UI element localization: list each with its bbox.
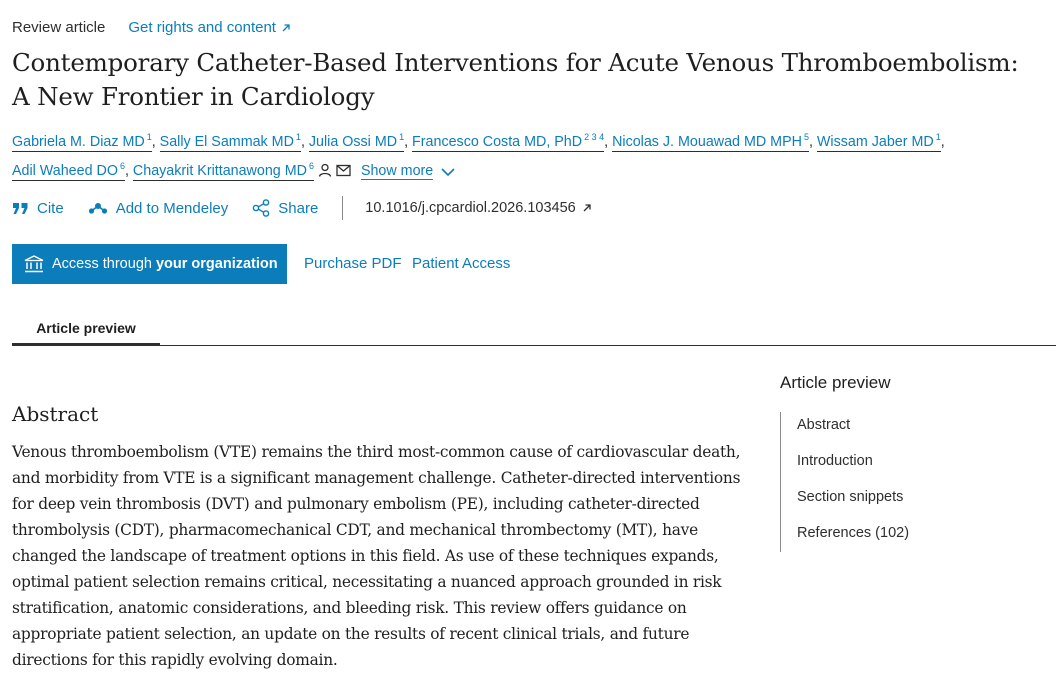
- author-link[interactable]: [612, 134, 809, 152]
- article-title: Contemporary Catheter-Based Interventions for Acute Venous Thromboembolism: A New Frontier in Cardiology: [12, 48, 1019, 111]
- get-rights-link[interactable]: [128, 19, 291, 36]
- article-actions: [12, 196, 592, 220]
- add-to-mendeley-button[interactable]: [88, 200, 229, 217]
- get-rights-label: Get rights and content: [128, 19, 276, 36]
- tab-article-preview[interactable]: Article preview: [12, 310, 160, 346]
- article-type: Review article: [12, 19, 106, 36]
- access-through-organization-button[interactable]: [12, 244, 287, 284]
- cite-label: Cite: [37, 199, 64, 217]
- author-affiliation: 6: [308, 161, 314, 171]
- author-name: Gabriela M. Diaz MD: [12, 134, 145, 150]
- mendeley-icon: [88, 201, 108, 215]
- author-name: Nicolas J. Mouawad MD MPH: [612, 134, 802, 150]
- doi-link[interactable]: [365, 200, 591, 216]
- author-affiliation: 6: [119, 161, 125, 171]
- access-label: [52, 256, 278, 272]
- author-name: Wissam Jaber MD: [816, 134, 934, 150]
- author-affiliation: 5: [803, 132, 809, 142]
- sidebar-item-introduction[interactable]: Introduction: [797, 453, 873, 469]
- author-link[interactable]: [412, 134, 604, 152]
- author-name: Sally El Sammak MD: [159, 134, 294, 150]
- author-list: Gabriela M. Diaz MD $^1$, Sally El Sammak MD $^1$, Julia Ossi MD $^1$, Francesco Costa MD, PhD $^{2 3 4}$, Nicolas J. Mouawad MD MPH $^5$, Wissam Jaber MD $^1$, Adil Waheed DO $^6$, Chayakrit Krittanawong MD $^6$ Show more: [12, 132, 945, 179]
- author-link[interactable]: [160, 134, 301, 152]
- author-affiliation: 1: [146, 132, 152, 142]
- mail-icon[interactable]: [336, 164, 351, 177]
- author-name: Adil Waheed DO: [12, 163, 118, 179]
- sidebar-nav: [780, 412, 1020, 552]
- sidebar-heading: Article preview: [780, 373, 891, 392]
- article-meta-row: [12, 19, 291, 36]
- author-link[interactable]: [817, 134, 941, 152]
- author-affiliation: 1: [295, 132, 301, 142]
- author-affiliation: 1: [399, 132, 405, 142]
- show-more-button[interactable]: [361, 163, 433, 180]
- divider: [342, 196, 343, 220]
- doi-label: 10.1016/j.cpcardiol.2026.103456: [365, 200, 576, 216]
- sidebar-item-abstract[interactable]: Abstract: [797, 417, 851, 433]
- sidebar-item-section-snippets[interactable]: Section snippets: [797, 489, 904, 505]
- author-name: Chayakrit Krittanawong MD: [132, 163, 307, 179]
- abstract-heading: Abstract: [12, 402, 99, 426]
- abstract-text: Venous thromboembolism (VTE) remains the third most-common cause of cardiovascular death, and morbidity from VTE is a significant management challenge. Catheter-directed interventions for deep vein thrombosis (DVT) and pulmonary embolism (PE), including catheter-directed thrombolysis (CDT), pharmacomechanical CDT, and mechanical thrombectomy (MT), have changed the landscape of treatment options in this field. As use of these techniques expands, optimal patient selection remains critical, necessitating a nuanced approach grounded in risk stratification, anatomic considerations, and bleeding risk. This review offers guidance on appropriate patient selection, an update on the results of recent clinical trials, and future directions for this rapidly evolving domain.: [12, 443, 741, 669]
- author-name: Julia Ossi MD: [308, 134, 398, 150]
- author-link[interactable]: [12, 134, 152, 152]
- author-link[interactable]: [309, 134, 404, 152]
- share-icon: [252, 199, 270, 217]
- author-link[interactable]: [12, 163, 125, 181]
- cite-button[interactable]: [12, 200, 64, 217]
- author-link[interactable]: [133, 163, 314, 181]
- institution-icon: [24, 255, 44, 273]
- external-link-icon: [582, 203, 592, 213]
- person-icon: [318, 163, 332, 177]
- sidebar-item-references[interactable]: References (102): [797, 525, 910, 541]
- share-label: Share: [278, 199, 319, 217]
- author-name: Francesco Costa MD, PhD: [412, 134, 583, 150]
- share-button[interactable]: [252, 199, 318, 217]
- access-label-prefix: Access through: [52, 256, 152, 272]
- show-more-label: Show more: [360, 163, 434, 179]
- external-link-icon: [281, 23, 291, 33]
- mendeley-label: Add to Mendeley: [115, 199, 229, 217]
- quote-icon: [12, 202, 29, 215]
- patient-access-link[interactable]: Patient Access: [412, 255, 511, 272]
- author-affiliation: 2 3 4: [584, 132, 605, 142]
- chevron-down-icon[interactable]: [441, 168, 455, 177]
- author-affiliation: 1: [935, 132, 941, 142]
- tab-bar: [12, 310, 1056, 346]
- purchase-pdf-link[interactable]: Purchase PDF: [304, 255, 402, 272]
- access-label-bold: your organization: [155, 256, 278, 272]
